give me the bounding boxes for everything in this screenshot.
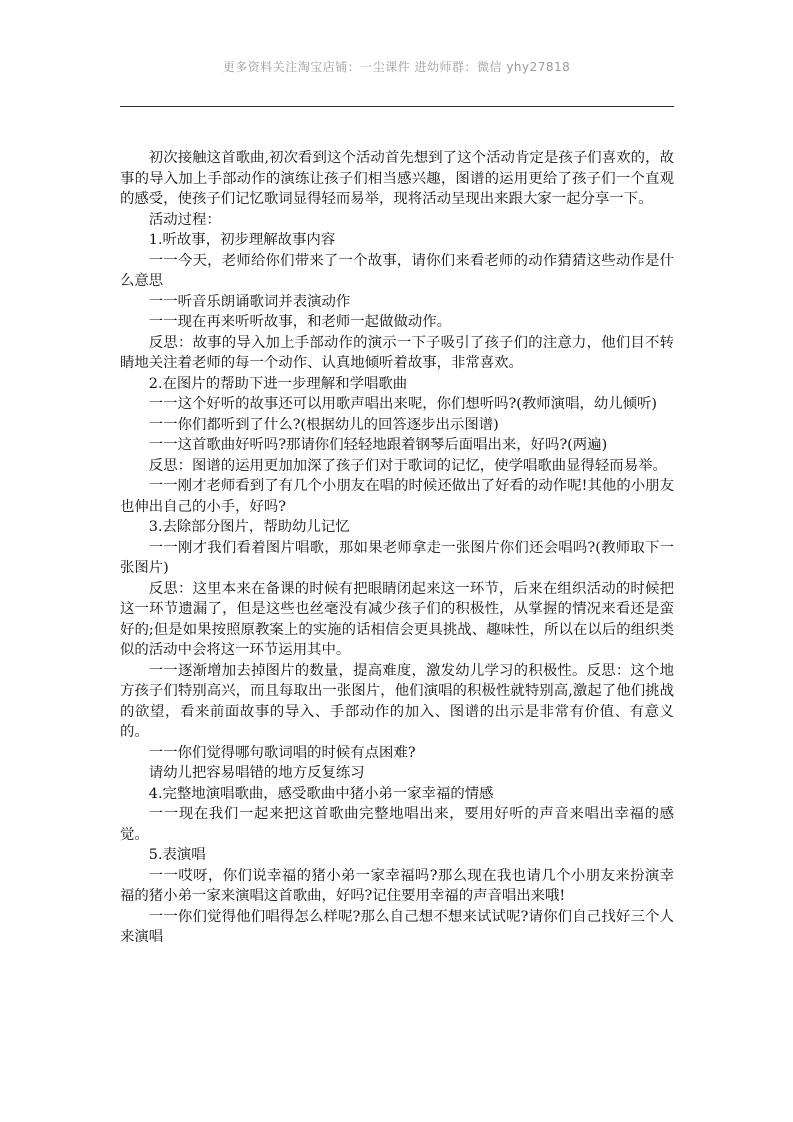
paragraph: 一一你们都听到了什么?(根据幼儿的回答逐步出示图谱) (148, 416, 499, 433)
paragraph: 一一哎呀，你们说幸福的猪小弟一家幸福吗?那么现在我也请几个小朋友来扮演幸福的猪小弟一家来演唱这首歌曲，好吗?记住要用幸福的声音唱出来哦! (120, 867, 674, 904)
paragraph: 一一现在再来听听故事，和老师一起做做动作。 (148, 314, 452, 330)
paragraph-step-1: 1.听故事，初步理解故事内容 (148, 232, 336, 248)
paragraph-step-2: 2.在图片的帮助下进一步理解和学唱歌曲 (148, 375, 408, 392)
paragraph: 一一听音乐朗诵歌词并表演动作 (148, 293, 351, 310)
header-divider (120, 106, 674, 107)
paragraph: 一一今天，老师给你们带来了一个故事，请你们来看老师的动作猜猜这些动作是什么意思 (120, 252, 674, 289)
paragraph: 一一刚才我们看着图片唱歌，那如果老师拿走一张图片你们还会唱吗?(教师取下一张图片) (120, 539, 674, 576)
paragraph: 一一这首歌曲好听吗?那请你们轻轻地跟着钢琴后面唱出来，好吗?(两遍) (148, 437, 608, 453)
paragraph: 一一这个好听的故事还可以用歌声唱出来呢，你们想听吗?(教师演唱，幼儿倾听) (148, 396, 658, 412)
paragraph-process-heading: 活动过程： (148, 211, 221, 228)
paragraph-step-4: 4.完整地演唱歌曲，感受歌曲中猪小弟一家幸福的情感 (148, 785, 494, 802)
paragraph-reflection: 反思：图谱的运用更加加深了孩子们对于歌词的记忆，使学唱歌曲显得轻而易举。 (148, 457, 667, 474)
paragraph: 请幼儿把容易唱错的地方反复练习 (148, 765, 365, 781)
paragraph-intro: 初次接触这首歌曲,初次看到这个活动首先想到了这个活动肯定是孩子们喜欢的，故事的导入加上手部动作的演练让孩子们相当感兴趣，图谱的运用更给了孩子们一个直观的感受，使孩子们记忆歌词显得轻而易举，现将活动呈现出来跟大家一起分享一下。 (120, 150, 674, 207)
document-body (120, 148, 674, 948)
paragraph: 一一你们觉得他们唱得怎么样呢?那么自己想不想来试试呢?请你们自己找好三个人来演唱 (120, 908, 674, 945)
paragraph-step-5: 5.表演唱 (148, 847, 206, 863)
paragraph-reflection: 反思：故事的导入加上手部动作的演示一下子吸引了孩子们的注意力，他们目不转睛地关注着老师的每一个动作、认真地倾听着故事，非常喜欢。 (120, 334, 674, 371)
paragraph: 一一刚才老师看到了有几个小朋友在唱的时候还做出了好看的动作呢!其他的小朋友也伸出自己的小手，好吗? (120, 478, 674, 515)
paragraph: 一一现在我们一起来把这首歌曲完整地唱出来，要用好听的声音来唱出幸福的感觉。 (120, 806, 674, 843)
paragraph: 一一你们觉得哪句歌词唱的时候有点困难? (148, 744, 416, 761)
paragraph-step-3: 3.去除部分图片，帮助幼儿记忆 (148, 519, 350, 535)
page-header-watermark: 更多资料关注淘宝店铺：一尘课件 进幼师群：微信 yhy27818 (222, 60, 571, 74)
paragraph-reflection: 反思：这里本来在备课的时候有把眼睛闭起来这一环节，后来在组织活动的时候把这一环节遗漏了，但是这些也丝毫没有减少孩子们的积极性，从掌握的情况来看还是蛮好的;但是如果按照原教案上的实施的话相信会更具挑战、趣味性，所以在以后的组织类似的活动中会将这一环节运用其中。 (120, 580, 674, 658)
paragraph: 一一逐渐增加去掉图片的数量，提高难度，激发幼儿学习的积极性。反思：这个地方孩子们特别高兴，而且每取出一张图片，他们演唱的积极性就特别高,激起了他们挑战的欲望，看来前面故事的导入、手部动作的加入、图谱的出示是非常有价值、有意义的。 (120, 662, 674, 740)
